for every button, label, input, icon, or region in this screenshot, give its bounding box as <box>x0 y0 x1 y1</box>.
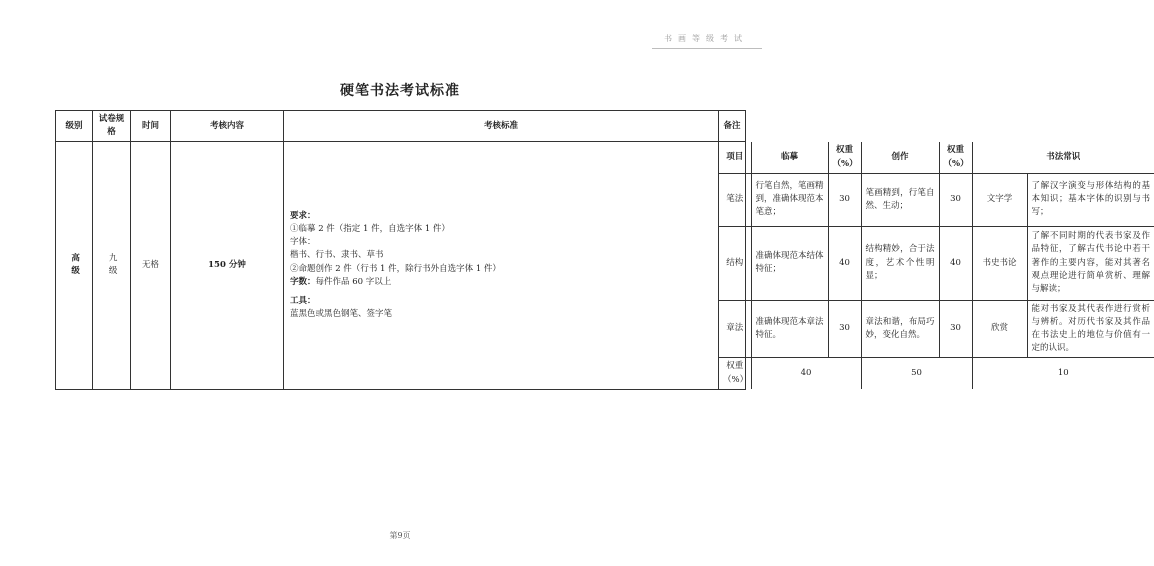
std-copy: 行笔自然，笔画精到，准确体现范本笔意； <box>751 173 828 226</box>
table-row <box>56 142 746 389</box>
cell-time: 150 分钟 <box>171 142 284 389</box>
col-header-standard: 考核标准 <box>284 111 719 142</box>
page-number: 第9页 <box>389 531 411 540</box>
content-count: 每件作品 60 字以上 <box>315 276 392 287</box>
col-header-level: 级别 <box>56 111 93 142</box>
content-count-line <box>290 276 712 289</box>
std-header-copy-weight: 权重（%） <box>828 142 861 173</box>
std-copy-weight: 30 <box>828 173 861 226</box>
std-copy-weight: 30 <box>828 300 861 358</box>
col-header-note: 备注 <box>719 111 746 142</box>
std-create-weight: 30 <box>939 173 972 226</box>
content-req1: ①临摹 2 件（指定 1 件，自选字体 1 件） <box>290 224 450 235</box>
table-row <box>719 226 1154 300</box>
table-header-row <box>56 111 746 142</box>
cell-content <box>284 142 719 389</box>
std-totals-knowledge: 10 <box>972 358 1154 389</box>
level-main-text: 高级 <box>69 253 80 279</box>
std-create: 笔画精到，行笔自然、生动； <box>861 173 939 226</box>
std-totals-create: 50 <box>861 358 972 389</box>
level-sub-text: 九级 <box>107 253 118 279</box>
std-totals-copy: 40 <box>751 358 861 389</box>
std-knowledge-topic: 文字学 <box>972 173 1027 226</box>
std-create: 结构精妙，合于法度，艺术个性明显； <box>861 226 939 300</box>
std-knowledge-desc: 能对书家及其代表作进行赏析与辨析。对历代书家及其作品在书法史上的地位与价值有一定的认识。 <box>1027 300 1154 358</box>
std-knowledge-desc: 了解汉字演变与形体结构的基本知识；基本字体的识别与书写； <box>1027 173 1154 226</box>
std-header-create-weight: 权重（%） <box>939 142 972 173</box>
std-knowledge-topic: 书史书论 <box>972 226 1027 300</box>
std-item: 笔法 <box>719 173 751 226</box>
std-create: 章法和谐，布局巧妙，变化自然。 <box>861 300 939 358</box>
content-fonts-title: 字体： <box>290 237 316 248</box>
content-req2: ②命题创作 2 件（行书 1 件，除行书外自选字体 1 件） <box>290 263 501 274</box>
col-header-time: 时间 <box>131 111 171 142</box>
std-copy: 准确体现范本结体特征； <box>751 226 828 300</box>
col-header-paper: 试卷规格 <box>93 111 131 142</box>
content-req-title: 要求： <box>290 210 316 221</box>
cell-standard <box>719 142 1151 389</box>
std-header-item: 项目 <box>719 142 751 173</box>
header-divider <box>652 48 762 49</box>
std-create-weight: 40 <box>939 226 972 300</box>
standard-header-row <box>719 142 1154 173</box>
content-tools: 蓝黑色或黑色钢笔、签字笔 <box>290 309 393 320</box>
std-header-copy: 临摹 <box>751 142 828 173</box>
std-header-create: 创作 <box>861 142 939 173</box>
col-header-content: 考核内容 <box>171 111 284 142</box>
std-copy-weight: 40 <box>828 226 861 300</box>
std-create-weight: 30 <box>939 300 972 358</box>
std-totals-label: 权重（%） <box>719 358 751 389</box>
content-tools-title: 工具： <box>290 295 316 306</box>
std-header-knowledge: 书法常识 <box>972 142 1154 173</box>
content-fonts: 楷书、行书、隶书、草书 <box>290 250 384 261</box>
std-knowledge-topic: 欣赏 <box>972 300 1027 358</box>
content-count-label: 字数： <box>290 276 316 287</box>
cell-level-main <box>56 142 93 389</box>
exam-standard-table <box>55 110 1151 390</box>
std-knowledge-desc: 了解不同时期的代表书家及作品特征，了解古代书论中若干著作的主要内容，能对其著名观点理论进行简单赏析、理解与解读； <box>1027 226 1154 300</box>
table-row <box>719 173 1154 226</box>
std-copy: 准确体现范本章法特征。 <box>751 300 828 358</box>
cell-paper: 无格 <box>131 142 171 389</box>
standard-totals-row <box>719 358 1154 389</box>
page-title: 硬笔书法考试标准 <box>340 83 460 99</box>
standard-subtable <box>719 142 1154 388</box>
running-header: 书画等级考试 <box>664 34 748 43</box>
std-item: 章法 <box>719 300 751 358</box>
table-row <box>719 300 1154 358</box>
cell-level-sub <box>93 142 131 389</box>
std-item: 结构 <box>719 226 751 300</box>
